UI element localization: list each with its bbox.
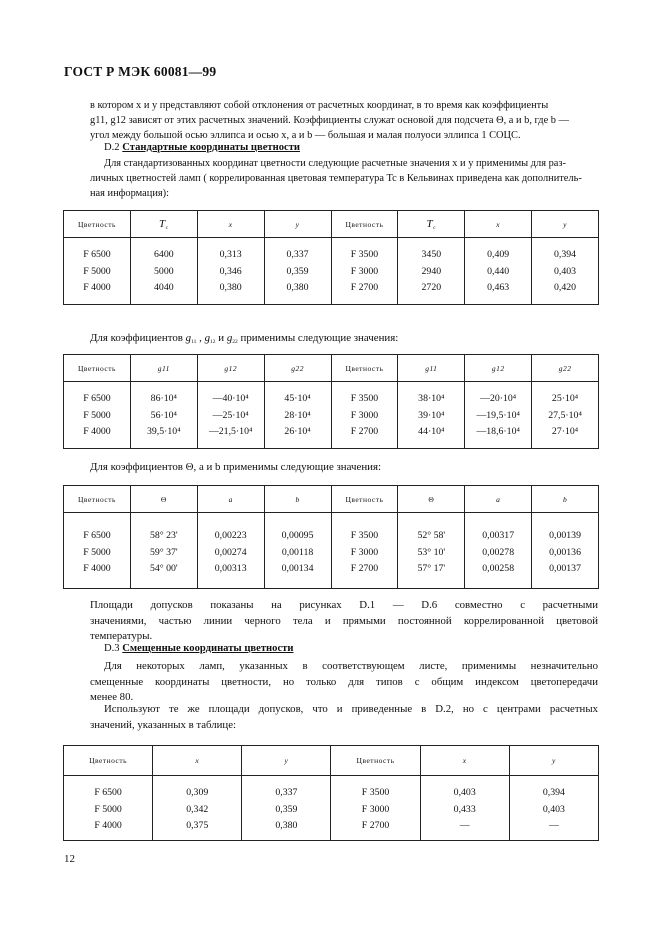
col-header: x [465,211,532,238]
col-header: x [197,211,264,238]
table-cell [197,382,264,449]
text-fragment: 11 [191,339,197,345]
cell-value: 39,5·10⁴ [147,426,181,437]
cell-value: 0,00313 [214,563,247,574]
table-header-row [64,746,599,776]
cell-value: F 3000 [350,546,379,558]
cell-value: F 3000 [361,803,390,815]
section-d3-text2 [90,702,598,733]
cell-value: — [459,820,470,831]
table-header-row [64,355,599,382]
table-cell [242,776,331,841]
theta-coefficients-intro: Для коэффициентов Θ, a и b применимы следующие значения: [90,461,382,473]
d2-line-2: личных цветностей ламп ( коррелированная цветовая температура Tc в Кельвинах приведена как дополнитель- [90,173,582,184]
cell-value: 28·10⁴ [284,409,311,421]
cell-value: —20·10⁴ [480,393,517,404]
table-cell [532,513,599,589]
text-fragment: 12 [210,339,216,345]
cell-value: 0,337 [286,249,309,260]
table-cell [197,513,264,589]
cell-value: 0,00274 [214,546,247,558]
table-cell [64,238,131,305]
cell-value: F 6500 [83,393,111,404]
table-cell [398,238,465,305]
cell-value: 0,394 [542,787,565,798]
cell-value: 25·10⁴ [551,393,579,404]
cell-value: F 6500 [83,530,111,541]
cell-value: F 2700 [350,426,379,437]
cell-value: 5000 [154,265,174,277]
table-cell [398,513,465,589]
cell-value: F 2700 [350,282,379,293]
col-header: g12 [197,355,264,382]
section-d3-heading [104,643,293,654]
col-header: g22 [532,355,599,382]
cell-value: 58° 23' [149,530,178,541]
text-fragment: 22 [232,339,238,345]
text-fragment: g [204,332,211,344]
cell-value: 0,00278 [482,546,515,558]
cell-value: 52° 58' [417,530,446,541]
tolerance-paragraph [90,598,598,645]
table-row [64,382,599,449]
cell-value: —21,5·10⁴ [208,426,253,437]
cell-value: 0,403 [554,265,577,277]
intro-paragraph [90,98,598,143]
cell-value: F 5000 [83,546,111,558]
col-header: y [242,746,331,776]
text-fragment: c [165,224,169,231]
cell-value: —40·10⁴ [212,393,249,404]
cell-value: 54° 00' [149,563,178,574]
text-fragment: g [226,332,233,344]
cell-value: 53° 10' [417,546,446,558]
cell-value: 0,00139 [549,530,581,541]
cell-value: 0,337 [275,787,298,798]
text-fragment: T [159,217,166,230]
table-cell [64,776,153,841]
table-cell [197,238,264,305]
cell-value: F 4000 [83,426,111,437]
table-cell [420,776,509,841]
tolerance-line-2: значениями, частью линии черного тела и прямыми постоянной коррелированной цветовой [90,614,598,627]
cell-value: 0,403 [542,803,565,815]
col-header: a [197,486,264,513]
cell-value: 0,342 [186,803,209,815]
col-header: Цветность [64,355,131,382]
intro-line-2: g11, g12 зависят от этих расчетных значений. Коэффициенты служат основой для подсчета Θ, a и b, где b — [90,115,569,126]
cell-value: F 6500 [94,787,122,798]
cell-value: F 5000 [83,409,111,421]
table-cell [532,382,599,449]
cell-value: F 2700 [361,820,390,831]
section-d3-text [90,659,598,706]
cell-value: 0,00137 [549,563,581,574]
table-cell [264,513,331,589]
cell-value: 4040 [154,282,174,293]
cell-value: 0,00134 [281,563,314,574]
d3-line-2: смещенные координаты цветности, но только для типов с общим индексом цветопередачи [90,675,598,688]
table-cell [64,513,131,589]
table-cell [398,382,465,449]
table-cell [130,382,197,449]
cell-value: 44·10⁴ [418,426,445,437]
table-cell [331,513,398,589]
table-g-coefficients [63,354,599,449]
col-header: g22 [264,355,331,382]
cell-value: 27,5·10⁴ [548,409,582,421]
table-cell [64,382,131,449]
col-header: b [532,486,599,513]
d3-text2-line-1: Используют те же площади допусков, что и приведенные в D.2, но с центрами расчетных [104,703,598,715]
text-fragment: g [185,332,192,344]
cell-value: 0,00258 [482,563,515,574]
table-tc-xy [63,210,599,305]
d3-line-3: менее 80. [90,691,134,703]
section-d3-title: Смещенные координаты цветности [122,643,294,654]
section-d2-title: Стандартные координаты цветности [122,142,301,153]
cell-value: F 3500 [350,530,379,541]
col-header: Цветность [331,211,398,238]
document-code: ГОСТ Р МЭК 60081—99 [64,64,217,79]
cell-value: —18,6·10⁴ [476,426,520,437]
cell-value: F 3500 [361,787,390,798]
cell-value: 27·10⁴ [551,426,579,437]
cell-value: —25·10⁴ [212,409,249,421]
cell-value: 38·10⁴ [418,393,445,404]
col-header: x [420,746,509,776]
cell-value: F 5000 [83,265,111,277]
col-header: Цветность [331,355,398,382]
cell-value: 57° 17' [417,563,446,574]
d3-line-1: Для некоторых ламп, указанных в соответствующем листе, применимы незначительно [104,660,598,672]
cell-value: 0,00136 [549,546,581,558]
cell-value: F 3500 [350,249,379,260]
cell-value: 0,00223 [214,530,247,541]
table-cell [532,238,599,305]
table-cell [331,776,420,841]
col-header: Θ [398,486,465,513]
col-header: x [153,746,242,776]
col-header [130,211,197,238]
cell-value: 0,309 [186,787,209,798]
col-header: Θ [130,486,197,513]
g-coefficients-intro: Для коэффициентов $g_{11}$ , $g_{12}$ и $g_{22}$ применимы следующие значения: [90,332,399,345]
table-cell [331,382,398,449]
tolerance-line-1: Площади допусков показаны на рисунках D.1 — D.6 совместно с расчетными [90,599,598,611]
cell-value: 2720 [421,282,442,293]
table-shifted-xy [63,745,599,841]
cell-value: F 4000 [94,820,122,831]
table-row [64,238,599,305]
section-d3-number: D.3 [104,643,120,654]
cell-value: 0,380 [275,820,298,831]
section-d2-number: D.2 [104,142,120,153]
table-cell [465,513,532,589]
cell-value: — [548,820,559,831]
table-header-row [64,211,599,238]
cell-value: 56·10⁴ [150,409,177,421]
cell-value: 86·10⁴ [150,393,177,404]
col-header [398,211,465,238]
col-header: Цветность [64,486,131,513]
cell-value: 26·10⁴ [284,426,311,437]
intro-line-3: угол между большой осью эллипса и осью x, a и b — большая и малая полуоси эллипса 1 СОЦС. [90,130,521,141]
table-cell [465,238,532,305]
cell-value: F 4000 [83,282,111,293]
tolerance-line-3: температуры. [90,630,153,642]
table-cell [130,238,197,305]
cell-value: 0,409 [487,249,510,260]
cell-value: 6400 [154,249,174,260]
table-cell [509,776,598,841]
cell-value: F 3000 [350,409,379,421]
cell-value: F 4000 [83,563,111,574]
cell-value: 0,380 [219,282,242,293]
cell-value: F 3000 [350,265,379,277]
col-header: a [465,486,532,513]
cell-value: 0,00095 [281,530,314,541]
d3-text2-line-2: значений, указанных в таблице: [90,718,236,731]
cell-value: 0,380 [286,282,309,293]
cell-value: 0,00317 [482,530,515,541]
table-cell [331,238,398,305]
d2-line-1: Для стандартизованных координат цветности следующие расчетные значения x и y применимы для раз- [104,158,566,169]
col-header: y [532,211,599,238]
cell-value: 0,394 [554,249,577,260]
cell-value: 0,359 [275,803,298,815]
cell-value: 0,346 [219,265,242,277]
cell-value: 3450 [421,249,442,260]
intro-line-1: в котором x и y представляют собой отклонения от расчетных координат, в то время как коэффициенты [90,100,549,111]
col-header: g12 [465,355,532,382]
cell-value: 59° 37' [149,546,178,558]
col-header: Цветность [331,746,420,776]
cell-value: F 3500 [350,393,379,404]
page-number: 12 [64,853,75,865]
table-theta-a-b [63,485,599,589]
cell-value: 0,463 [487,282,510,293]
col-header: y [264,211,331,238]
table-cell [465,382,532,449]
col-header: Цветность [64,211,131,238]
col-header: b [264,486,331,513]
cell-value: 0,403 [453,787,476,798]
cell-value: 0,433 [453,803,476,815]
cell-value: 0,313 [219,249,242,260]
text-fragment: T [426,217,434,230]
cell-value: 0,440 [487,265,510,277]
cell-value: 39·10⁴ [418,409,445,421]
table-cell [264,382,331,449]
cell-value: 0,00118 [281,546,314,558]
table-cell [130,513,197,589]
table-row [64,513,599,589]
table-cell [153,776,242,841]
col-header: g11 [398,355,465,382]
cell-value: F 2700 [350,563,379,574]
table-cell [264,238,331,305]
col-header: g11 [130,355,197,382]
cell-value: F 6500 [83,249,111,260]
cell-value: F 5000 [94,803,122,815]
table-row [64,776,599,841]
cell-value: 2940 [421,265,442,277]
d2-line-3: ная информация): [90,188,170,199]
cell-value: 0,375 [186,820,209,831]
col-header: Цветность [331,486,398,513]
section-d2-heading [104,142,300,153]
cell-value: 0,420 [554,282,577,293]
col-header: y [509,746,598,776]
cell-value: —19,5·10⁴ [476,409,520,421]
cell-value: 0,359 [286,265,309,277]
cell-value: 45·10⁴ [284,393,311,404]
text-fragment: c [433,224,437,231]
col-header: Цветность [64,746,153,776]
table-header-row [64,486,599,513]
section-d2-text [90,156,598,201]
